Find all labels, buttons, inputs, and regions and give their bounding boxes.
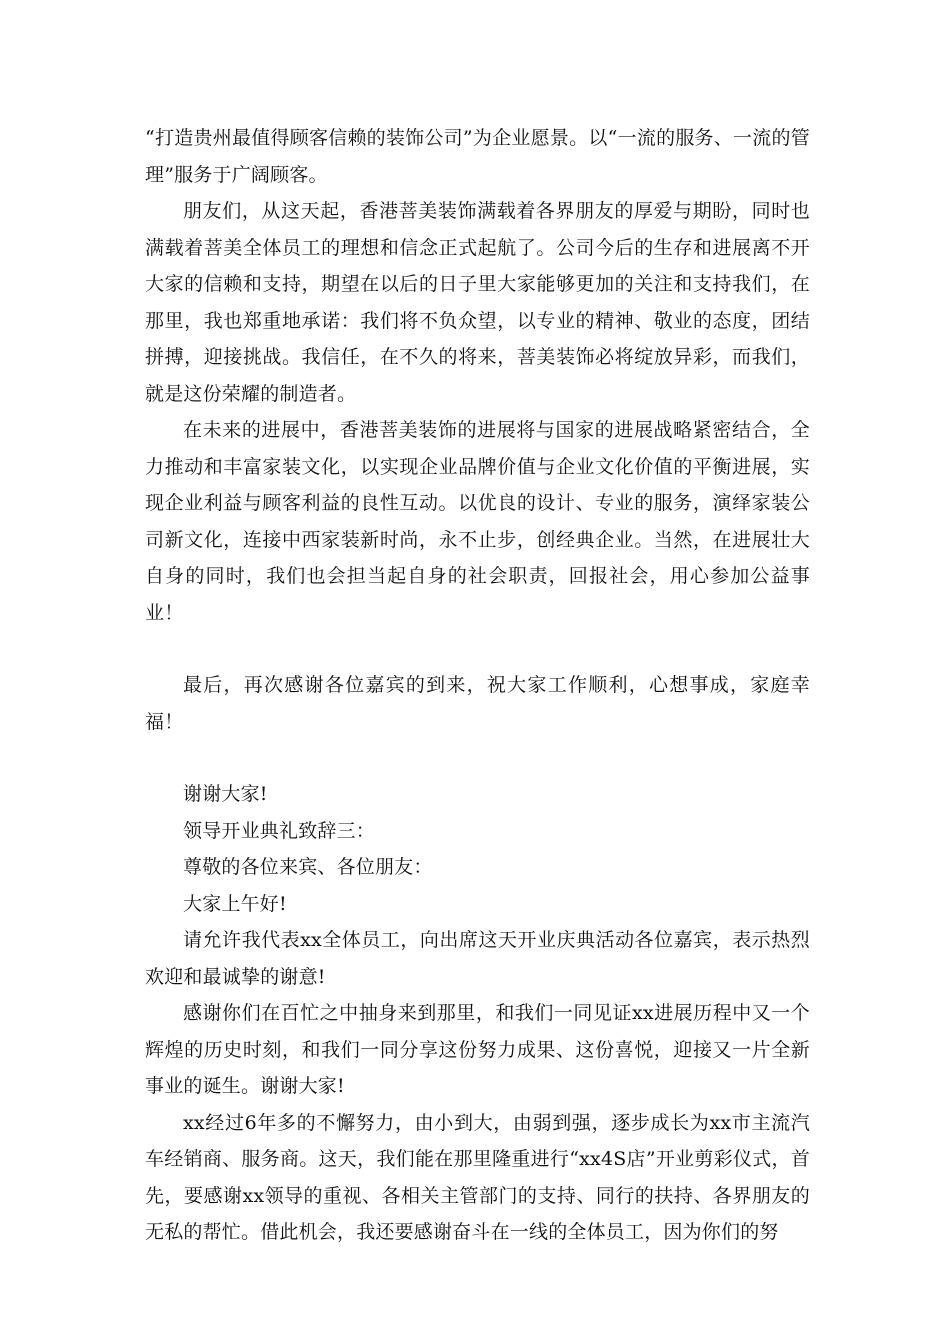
paragraph-welcome: 请允许我代表xx全体员工，向出席这天开业庆典活动各位嘉宾，表示热烈欢迎和最诚挚的谢意! — [145, 929, 810, 988]
paragraph-closing-thanks: 最后，再次感谢各位嘉宾的到来，祝大家工作顺利，心想事成，家庭幸福！ — [145, 674, 810, 733]
section-heading: 领导开业典礼致辞三： — [183, 819, 376, 842]
paragraph-commitment: 朋友们，从这天起，香港菩美装饰满载着各界朋友的厚爱与期盼，同时也满载着菩美全体员工的理想和信念正式起航了。公司今后的生存和进展离不开大家的信赖和支持，期望在以后的日子里大家能够更加的关注和支持我们，在那里，我也郑重地承诺：我们将不负众望，以专业的精神、敬业的态度，团结拼搏，迎接挑战。我信任，在不久的将来，菩美装饰必将绽放异彩，而我们，就是这份荣耀的制造者。 — [145, 200, 810, 405]
paragraph-gratitude: 感谢你们在百忙之中抽身来到那里，和我们一同见证xx进展历程中又一个辉煌的历史时刻，和我们一同分享这份努力成果、这份喜悦，迎接又一片全新事业的诞生。谢谢大家! — [145, 1002, 810, 1097]
paragraph-thank-you: 谢谢大家! — [183, 783, 268, 805]
paragraph-history: xx经过6年多的不懈努力，由小到大，由弱到强，逐步成长为xx市主流汽车经销商、服务商。这天，我们能在那里隆重进行“xx4S店”开业剪彩仪式，首先，要感谢xx领导的重视、各相关主管部门的支持、同行的扶持、各界朋友的无私的帮忙。借此机会，我还要感谢奋斗在一线的全体员工，因为你们的努 — [145, 1111, 810, 1243]
salutation: 尊敬的各位来宾、各位朋友： — [183, 856, 433, 878]
paragraph-vision: “打造贵州最值得顾客信赖的装饰公司”为企业愿景。以“一流的服务、一流的管理”服务于广阔顾客。 — [145, 127, 810, 186]
greeting: 大家上午好! — [183, 892, 287, 915]
document-body — [145, 120, 810, 1251]
paragraph-future: 在未来的进展中，香港菩美装饰的进展将与国家的进展战略紧密结合，全力推动和丰富家装文化，以实现企业品牌价值与企业文化价值的平衡进展，实现企业利益与顾客利益的良性互动。以优良的设计、专业的服务，演绎家装公司新文化，连接中西家装新时尚，永不止步，创经典企业。当然，在进展壮大自身的同时，我们也会担当起自身的社会职责，回报社会，用心参加公益事业！ — [145, 419, 810, 624]
